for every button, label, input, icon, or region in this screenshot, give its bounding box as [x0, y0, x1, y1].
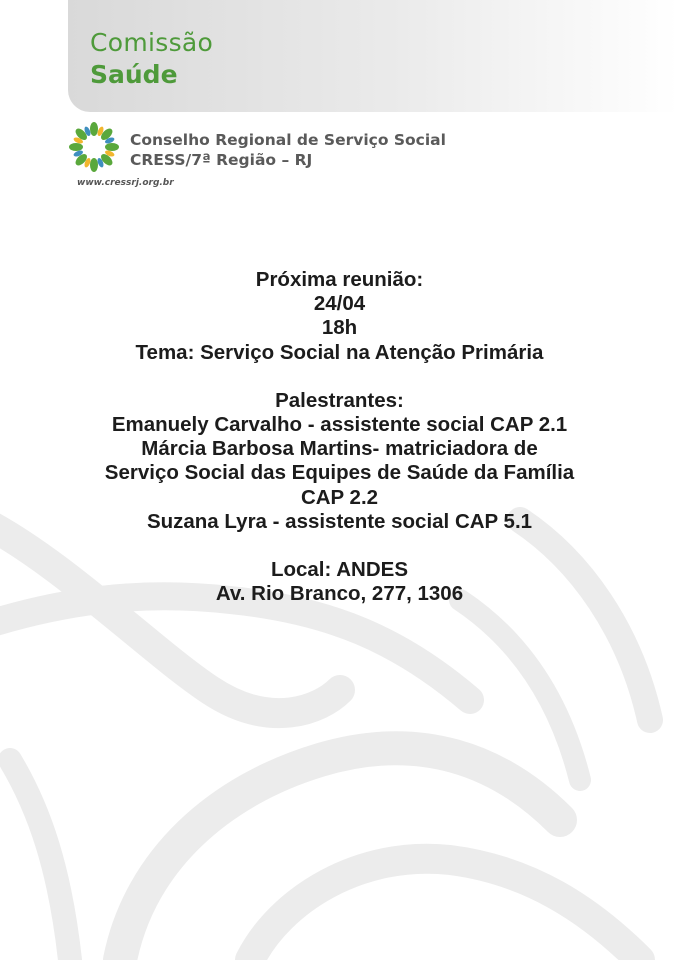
speaker-line: Emanuely Carvalho - assistente social CAP 2.1: [111, 413, 568, 437]
speakers-heading: Palestrantes:: [275, 388, 404, 412]
meeting-date: 24/04: [313, 292, 366, 316]
commission-line2: Saúde: [90, 60, 178, 89]
commission-title: [90, 30, 213, 87]
speaker-line: CAP 2.2: [300, 485, 379, 509]
spacer: [0, 365, 679, 389]
speaker-line: Márcia Barbosa Martins- matriciadora de: [141, 437, 538, 461]
speaker-line: Suzana Lyra - assistente social CAP 5.1: [146, 509, 533, 533]
location-label: Local: ANDES: [270, 558, 409, 582]
meeting-heading: Próxima reunião:: [255, 268, 424, 291]
commission-line1: Comissão: [90, 28, 214, 57]
speaker-line: Serviço Social das Equipes de Saúde da Família: [104, 461, 575, 485]
meeting-theme: Tema: Serviço Social na Atenção Primária: [135, 340, 544, 364]
org-name: Conselho Regional de Serviço Social: [130, 131, 446, 149]
spacer: [0, 534, 679, 558]
org-url: www.cressrj.org.br: [77, 178, 174, 188]
announcement: [0, 268, 679, 606]
cress-logo: [66, 120, 126, 172]
hands-circle-icon: [66, 120, 126, 172]
location-address: Av. Rio Branco, 277, 1306: [215, 582, 464, 606]
org-block: [130, 130, 446, 170]
org-region: CRESS/7ª Região – RJ: [130, 151, 313, 169]
meeting-time: 18h: [321, 316, 358, 340]
